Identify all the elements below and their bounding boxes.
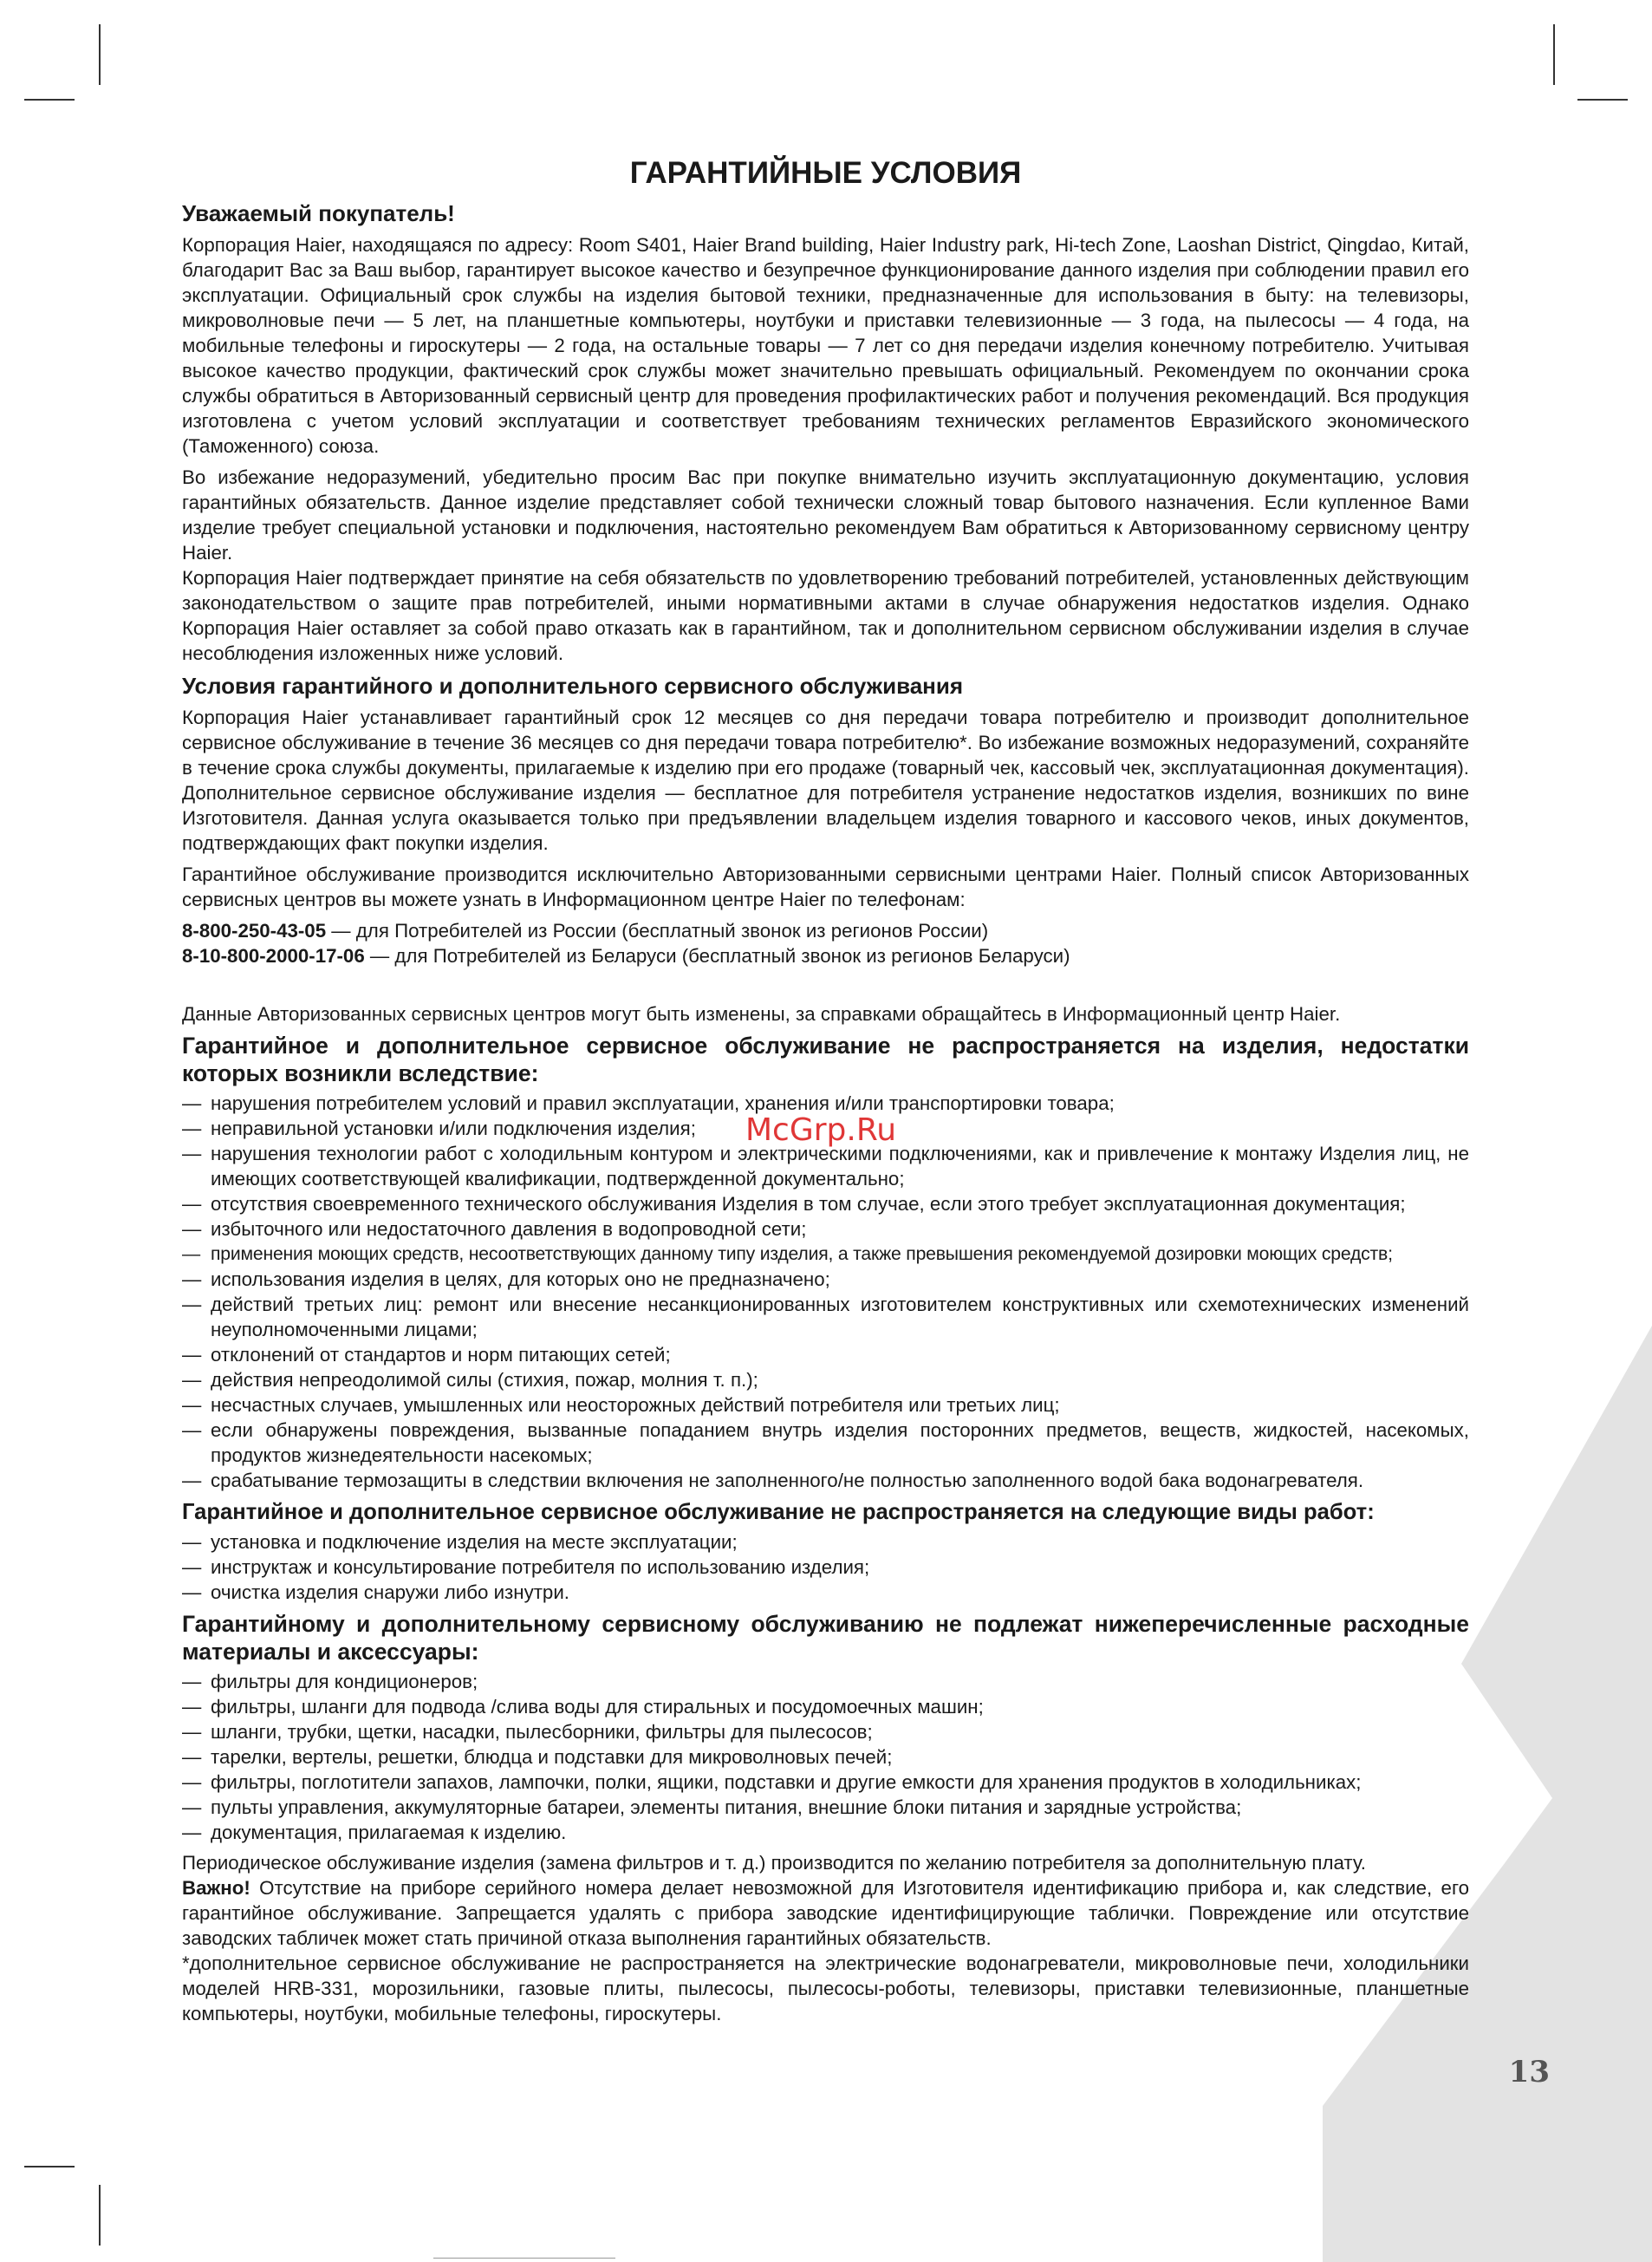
list-item: — действия непреодолимой силы (стихия, пожар, молния т. п.); [182, 1367, 1469, 1392]
footnote: *дополнительное сервисное обслуживание не распространяется на электрические водонагреватели, микроволновые печи, холодильники моделей HRB-331, морозильники, газовые плиты, пылесосы, пылесосы-роботы, телевизоры, приставки телевизионные, планшетные компьютеры, ноутбуки, мобильные телефоны, гироскутеры. [182, 1952, 1469, 2024]
greeting-heading: Уважаемый покупатель! [182, 200, 455, 226]
list-item: — установка и подключение изделия на месте эксплуатации; [182, 1529, 1469, 1555]
list-item: — нарушения потребителем условий и правил эксплуатации, хранения и/или транспортировки товара; [182, 1091, 1469, 1116]
exclusions-defects-list [182, 1091, 1469, 1493]
list-item: — фильтры для кондиционеров; [182, 1669, 1469, 1694]
list-item: — неправильной установки и/или подключения изделия; [182, 1116, 1469, 1141]
consumables-heading: Гарантийному и дополнительному сервисному обслуживанию не подлежат нижеперечисленные расходные материалы и аксессуары: [182, 1611, 1469, 1665]
list-item: — инструктаж и консультирование потребителя по использованию изделия; [182, 1555, 1469, 1580]
important-label: Важно! [182, 1877, 250, 1899]
list-item: — отсутствия своевременного технического обслуживания Изделия в том случае, если этого требует эксплуатационная документация; [182, 1191, 1469, 1216]
list-item: — применения моющих средств, несоответствующих данному типу изделия, а также превышения рекомендуемой дозировки моющих средств; [182, 1242, 1469, 1267]
service-centers-update-note: Данные Авторизованных сервисных центров могут быть изменены, за справками обращайтесь в Информационный центр Haier. [182, 1003, 1341, 1025]
phone-russia [182, 918, 1469, 943]
list-item: — избыточного или недостаточного давления в водопроводной сети; [182, 1216, 1469, 1242]
phone-belarus [182, 943, 1469, 968]
page-title: ГАРАНТИЙНЫЕ УСЛОВИЯ [629, 156, 1022, 190]
list-item: — отклонений от стандартов и норм питающих сетей; [182, 1342, 1469, 1367]
crop-mark-top-right-h [1577, 99, 1628, 101]
footer-rule [433, 2258, 615, 2259]
list-item: — действий третьих лиц: ремонт или внесение несанкционированных изготовителем конструктивных или схемотехнических изменений неуполномоченными лицами; [182, 1292, 1469, 1342]
crop-mark-bottom-left-h [24, 2166, 75, 2167]
phone-russia-note: — для Потребителей из России (бесплатный звонок из регионов России) [326, 920, 989, 942]
list-item: — если обнаружены повреждения, вызванные попаданием внутрь изделия посторонних предметов, веществ, жидкостей, насекомых, продуктов жизнедеятельности насекомых; [182, 1418, 1469, 1468]
service-centers-paragraph: Гарантийное обслуживание производится исключительно Авторизованными сервисными центрами Haier. Полный список Авторизованных сервисных центров вы можете узнать в Информационном центре Haier по телефонам: [182, 864, 1469, 910]
exclusions-works-heading: Гарантийное и дополнительное сервисное обслуживание не распространяется на следующие виды работ: [182, 1500, 1375, 1524]
crop-mark-bottom-left [99, 2185, 101, 2246]
list-item: — очистка изделия снаружи либо изнутри. [182, 1580, 1469, 1605]
list-item: — фильтры, поглотители запахов, лампочки, полки, ящики, подставки и другие емкости для хранения продуктов в холодильниках; [182, 1770, 1469, 1795]
list-item: — тарелки, вертелы, решетки, блюдца и подставки для микроволновых печей; [182, 1744, 1469, 1770]
phone-belarus-number[interactable]: 8-10-800-2000-17-06 [182, 945, 365, 967]
consumables-list [182, 1669, 1469, 1845]
important-note [182, 1875, 1469, 1951]
intro-paragraph: Корпорация Haier, находящаяся по адресу: Room S401, Haier Brand building, Haier Industry park, Hi-tech Zone, Laoshan District, Qingdao, Китай, благодарит Вас за Ваш выбор, гарантирует высокое качество и безупречное функционирование данного изделия при соблюдении правил его эксплуатации. Официальный срок службы на изделия бытовой техники, предназначенные для использования в быту: на телевизоры, микроволновые печи — 5 лет, на планшетные компьютеры, ноутбуки и приставки телевизионные — 3 года, на пылесосы — 4 года, на мобильные телефоны и гироскутеры — 2 года, на остальные товары — 7 лет со дня передачи изделия конечному потребителю. Учитывая высокое качество продукции, фактический срок службы может значительно превышать официальный. Рекомендуем по окончании срока службы обратиться в Авторизованный сервисный центр для проведения профилактических работ и получения рекомендаций. Вся продукция изготовлена с учетом условий эксплуатации и соответствует требованиям технических регламентов Евразийского экономического (Таможенного) союза. [182, 234, 1469, 457]
crop-mark-top-left-h [24, 99, 75, 101]
periodic-maintenance-note: Периодическое обслуживание изделия (замена фильтров и т. д.) производится по желанию потребителя за дополнительную плату. [182, 1852, 1366, 1874]
phone-belarus-note: — для Потребителей из Беларуси (бесплатный звонок из регионов Беларуси) [364, 945, 1070, 967]
service-conditions-heading: Условия гарантийного и дополнительного сервисного обслуживания [182, 673, 964, 699]
list-item: — несчастных случаев, умышленных или неосторожных действий потребителя или третьих лиц; [182, 1392, 1469, 1418]
list-item: — документация, прилагаемая к изделию. [182, 1820, 1469, 1845]
list-item: — шланги, трубки, щетки, насадки, пылесборники, фильтры для пылесосов; [182, 1719, 1469, 1744]
page-number: 13 [1508, 2055, 1550, 2089]
watermark: McGrp.Ru [745, 1112, 897, 1148]
obligations-paragraph: Корпорация Haier подтверждает принятие на себя обязательств по удовлетворению требований потребителей, установленных действующим законодательством о защите прав потребителей, иными нормативными актами в случае обнаружения недостатков изделия. Однако Корпорация Haier оставляет за собой право отказать как в гарантийном, так и дополнительном сервисном обслуживании изделия в случае несоблюдения изложенных ниже условий. [182, 567, 1469, 664]
document-body [182, 154, 1469, 2032]
list-item: — срабатывание термозащиты в следствии включения не заполненного/не полностью заполненного водой бака водонагревателя. [182, 1468, 1469, 1493]
exclusions-works-list [182, 1529, 1469, 1605]
list-item: — использования изделия в целях, для которых оно не предназначено; [182, 1267, 1469, 1292]
list-item: — фильтры, шланги для подвода /слива воды для стиральных и посудомоечных машин; [182, 1694, 1469, 1719]
list-item: — нарушения технологии работ с холодильным контуром и электрическими подключениями, как и привлечение к монтажу Изделия лиц, не имеющих соответствующей квалификации, подтвержденной документально; [182, 1141, 1469, 1191]
warranty-term-paragraph: Корпорация Haier устанавливает гарантийный срок 12 месяцев со дня передачи товара потребителю и производит дополнительное сервисное обслуживание в течение 36 месяцев со дня передачи товара потребителю*. Во избежание возможных недоразумений, сохраняйте в течение срока службы документы, прилагаемые к изделию при его продаже (товарный чек, кассовый чек, эксплуатационная документация). Дополнительное сервисное обслуживание изделия — бесплатное для потребителя устранение недостатков изделия, возникших по вине Изготовителя. Данная услуга оказывается только при предъявлении владельцем изделия товарного и кассового чеков, иных документов, подтверждающих факт покупки изделия. [182, 707, 1469, 854]
crop-mark-top-right [1553, 24, 1555, 85]
exclusions-defects-heading: Гарантийное и дополнительное сервисное обслуживание не распространяется на изделия, недостатки которых возникли вследствие: [182, 1033, 1469, 1086]
crop-mark-top-left [99, 24, 101, 85]
list-item: — пульты управления, аккумуляторные батареи, элементы питания, внешние блоки питания и зарядные устройства; [182, 1795, 1469, 1820]
documentation-paragraph: Во избежание недоразумений, убедительно просим Вас при покупке внимательно изучить эксплуатационную документацию, условия гарантийных обязательств. Данное изделие представляет собой технически сложный товар бытового назначения. Если купленное Вами изделие требует специальной установки и подключения, настоятельно рекомендуем Вам обратиться к Авторизованному сервисному центру Haier. [182, 466, 1469, 564]
important-text: Отсутствие на приборе серийного номера делает невозможной для Изготовителя идентификацию прибора и, как следствие, его гарантийное обслуживание. Запрещается удалять с прибора заводские идентифицирующие таблички. Повреждение или отсутствие заводских табличек может стать причиной отказа выполнения гарантийных обязательств. [182, 1877, 1469, 1949]
phone-russia-number[interactable]: 8-800-250-43-05 [182, 920, 327, 942]
